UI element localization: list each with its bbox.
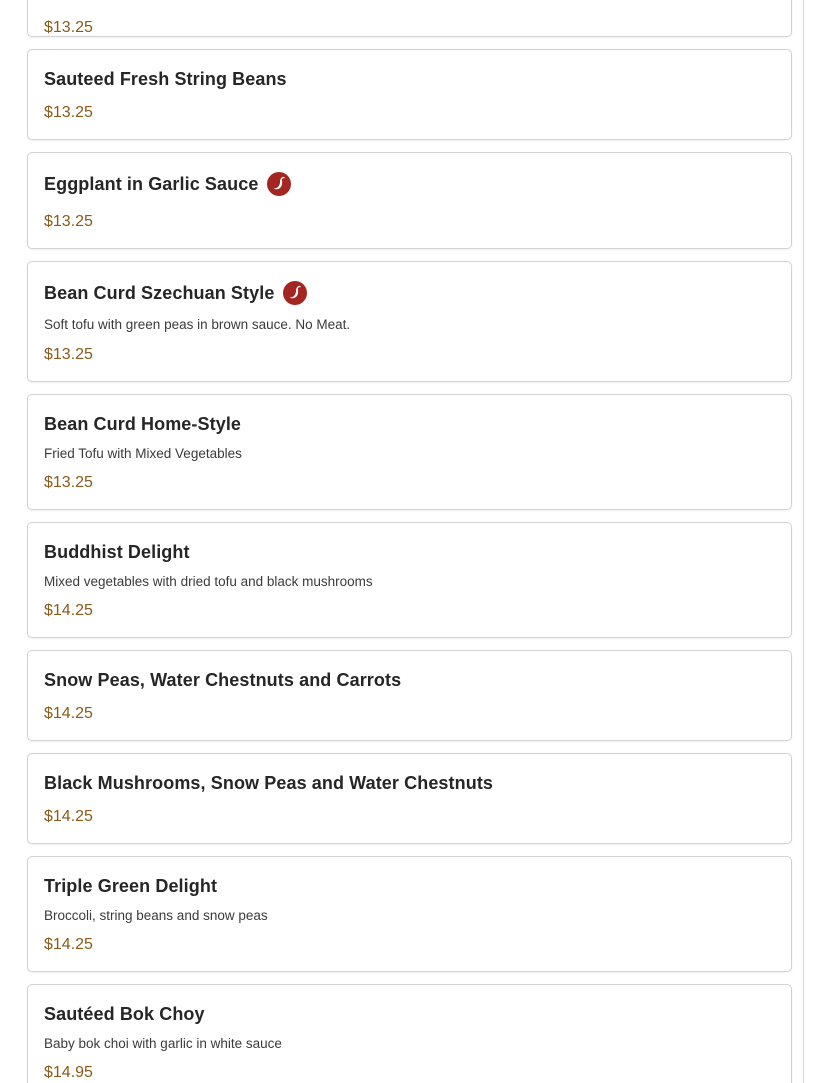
item-description: Broccoli, string beans and snow peas [44,908,268,923]
item-title-row [44,768,775,798]
item-name: Triple Green Delight [44,875,218,896]
item-price: $13.25 [44,474,93,491]
chili-pepper-icon [267,172,291,196]
menu-item-card[interactable] [27,984,792,1083]
item-name: Sauteed Fresh String Beans [44,68,287,89]
scroll-container-edge [803,0,804,1083]
menu-item-card-partial[interactable] [27,0,792,37]
item-name: Bean Curd Home-Style [44,413,242,434]
item-title-row [44,276,775,310]
item-title-row [44,537,775,567]
item-name: Black Mushrooms, Snow Peas and Water Chestnuts [44,772,494,793]
item-description: Baby bok choi with garlic in white sauce [44,1036,282,1051]
item-title-row [44,665,775,695]
item-price: $13.25 [44,346,93,363]
item-title-row [44,167,775,201]
menu-item-card[interactable] [27,753,792,844]
menu-item-card[interactable] [27,522,792,638]
item-price: $14.25 [44,705,93,722]
item-name: Eggplant in Garlic Sauce [44,173,259,194]
item-title-row [44,409,775,439]
item-name: Buddhist Delight [44,541,190,562]
item-price: $14.95 [44,1064,93,1081]
menu-item-list [27,0,792,1083]
item-price: $13.25 [44,19,93,36]
item-price: $14.25 [44,602,93,619]
item-title-row [44,999,775,1029]
item-price: $14.25 [44,808,93,825]
item-price: $14.25 [44,936,93,953]
item-description: Fried Tofu with Mixed Vegetables [44,446,242,461]
menu-item-card[interactable] [27,650,792,741]
item-description: Soft tofu with green peas in brown sauce. No Meat. [44,317,351,332]
item-price: $13.25 [44,104,93,121]
item-name: Bean Curd Szechuan Style [44,282,275,303]
menu-item-card[interactable] [27,49,792,140]
chili-pepper-icon [283,281,307,305]
menu-item-card[interactable] [27,152,792,249]
menu-item-card[interactable] [27,261,792,382]
item-price: $13.25 [44,213,93,230]
item-title-row [44,871,775,901]
item-name: Sautéed Bok Choy [44,1003,205,1024]
menu-item-card[interactable] [27,394,792,510]
item-name: Snow Peas, Water Chestnuts and Carrots [44,669,402,690]
item-description: Mixed vegetables with dried tofu and black mushrooms [44,574,373,589]
item-title-row [44,64,775,94]
menu-item-card[interactable] [27,856,792,972]
